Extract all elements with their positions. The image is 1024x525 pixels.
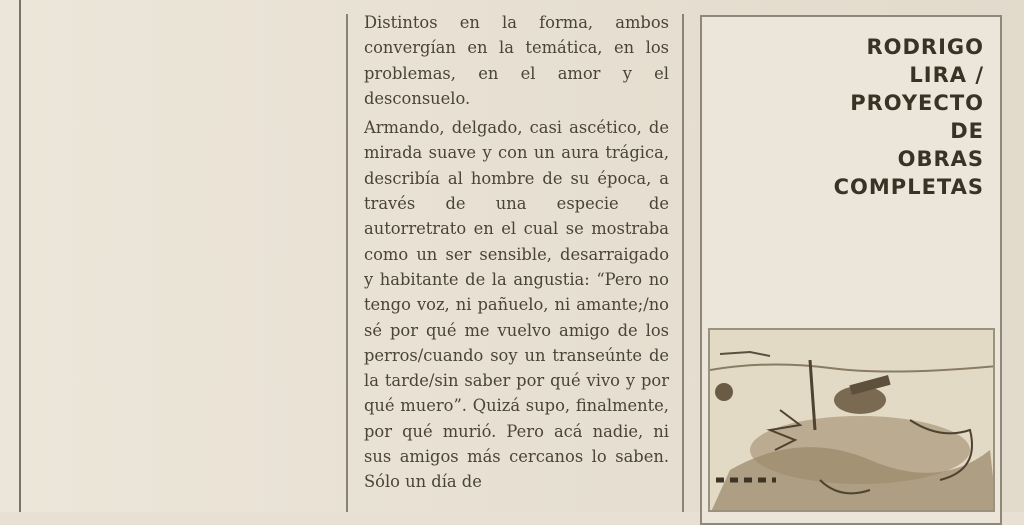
illustration-drawing	[710, 330, 995, 512]
article-paragraph: Armando, delgado, casi ascético, de mirada suave y con un aura trágica, describía al hombre de su época, a través de una especie de autorretrato en el cual se mostraba como un ser sensible, desarraigado y habitante de la angustia: “Pero no tengo voz, ni pañuelo, ni amante;/no sé por qué me vuelvo amigo de los perros/cuando soy un transeúnte de la tarde/sin saber por qué vivo y por qué muero”. Quizá supo, finalmente, por qué murió. Pero acá nadie, ni sus amigos más cercanos lo saben. Sólo un día de	[364, 118, 669, 492]
book-title-line: OBRAS	[897, 147, 984, 171]
book-title-line: DE	[950, 119, 984, 143]
left-margin-rule	[19, 0, 21, 512]
book-cover-illustration	[708, 328, 995, 512]
book-title-line: COMPLETAS	[833, 175, 984, 199]
article-paragraph: Distintos en la forma, ambos convergían en la temática, en los problemas, en el amor y el desconsuelo.	[364, 13, 669, 108]
article-column	[364, 10, 669, 499]
book-title-line: LIRA /	[909, 63, 984, 87]
column-rule-right	[682, 14, 684, 512]
book-title-line: PROYECTO	[850, 91, 984, 115]
book-title	[834, 33, 984, 201]
column-rule-left	[346, 14, 348, 512]
book-title-line: RODRIGO	[866, 35, 984, 59]
